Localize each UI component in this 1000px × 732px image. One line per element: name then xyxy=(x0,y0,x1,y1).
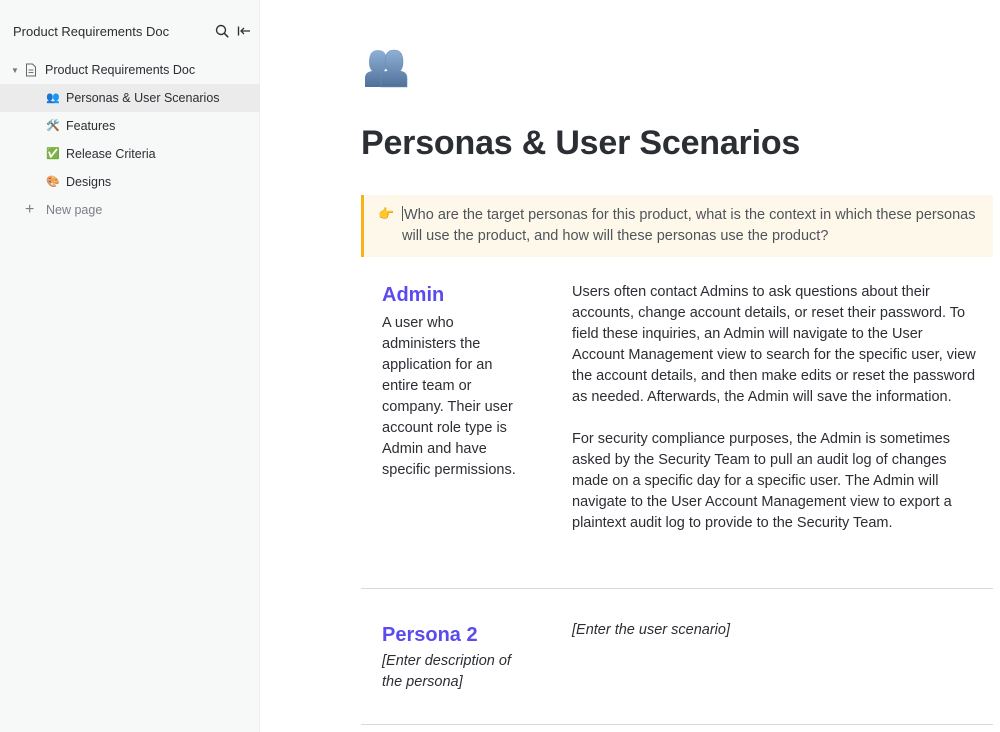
caret-down-icon[interactable]: ▼ xyxy=(11,65,19,75)
sidebar-header xyxy=(13,22,253,40)
page-tree xyxy=(0,56,260,224)
tree-item-product-requirements-doc[interactable] xyxy=(0,56,260,84)
document-icon xyxy=(25,63,39,77)
scenario-paragraph: Users often contact Admins to ask questions about their accounts, change account details, or reset their password. To field these inquiries, an Admin will navigate to the User Account Management view to search for the specific user, view the account details, and then make edits or reset the password as needed. Afterwards, the Admin will save the information. xyxy=(572,284,976,405)
tree-item-features[interactable] xyxy=(0,112,260,140)
persona-row-admin xyxy=(361,284,993,588)
tree-item-label: Personas & User Scenarios xyxy=(66,91,220,105)
persona-description[interactable]: [Enter description of the persona] xyxy=(382,653,511,690)
check-mark-icon: ✅ xyxy=(46,148,60,160)
new-page-button[interactable] xyxy=(0,196,260,224)
tree-item-label: Release Criteria xyxy=(66,147,156,161)
tree-item-label: Designs xyxy=(66,175,112,189)
text-cursor xyxy=(402,206,403,221)
plus-icon: + xyxy=(25,201,35,218)
palette-icon: 🎨 xyxy=(46,176,60,188)
callout-block[interactable] xyxy=(361,195,993,257)
page-icon-people[interactable] xyxy=(361,44,411,90)
search-icon[interactable] xyxy=(213,22,231,40)
page-title[interactable]: Personas & User Scenarios xyxy=(361,124,801,162)
tree-item-label: Features xyxy=(66,119,116,133)
persona-description[interactable]: A user who administers the application for an entire team or company. Their user account role type is Admin and have specific permissions. xyxy=(382,315,516,478)
callout-text[interactable] xyxy=(402,205,982,247)
tree-item-release-criteria[interactable] xyxy=(0,140,260,168)
pointing-hand-icon: 👉 xyxy=(378,206,395,221)
persona-name[interactable]: Admin xyxy=(382,284,445,306)
callout-text-content: Who are the target personas for this product, what is the context in which these personas will use the product, and how will these personas use the product? xyxy=(402,207,976,244)
new-page-label: New page xyxy=(46,203,103,217)
document-main xyxy=(261,0,1000,732)
tools-icon: 🛠️ xyxy=(46,120,60,132)
persona-scenario[interactable] xyxy=(572,282,977,534)
scenario-paragraph: For security compliance purposes, the Admin is sometimes asked by the Security Team to pull an audit log of changes made on a specific day for a specific user. The Admin will navigate to the User Account Management view to export a plaintext audit log to provide to the Security Team. xyxy=(572,431,952,531)
people-icon: 👥 xyxy=(46,92,60,104)
collapse-sidebar-icon[interactable] xyxy=(235,22,253,40)
sidebar xyxy=(0,0,260,732)
scenario-paragraph: [Enter the user scenario] xyxy=(572,622,730,638)
persona-name[interactable]: Persona 2 xyxy=(382,624,478,646)
tree-item-designs[interactable] xyxy=(0,168,260,196)
sidebar-title: Product Requirements Doc xyxy=(13,23,170,39)
tree-item-personas[interactable] xyxy=(0,84,260,112)
persona-scenario[interactable] xyxy=(572,620,977,641)
persona-row-persona-2 xyxy=(361,588,993,725)
tree-item-label: Product Requirements Doc xyxy=(45,63,196,77)
